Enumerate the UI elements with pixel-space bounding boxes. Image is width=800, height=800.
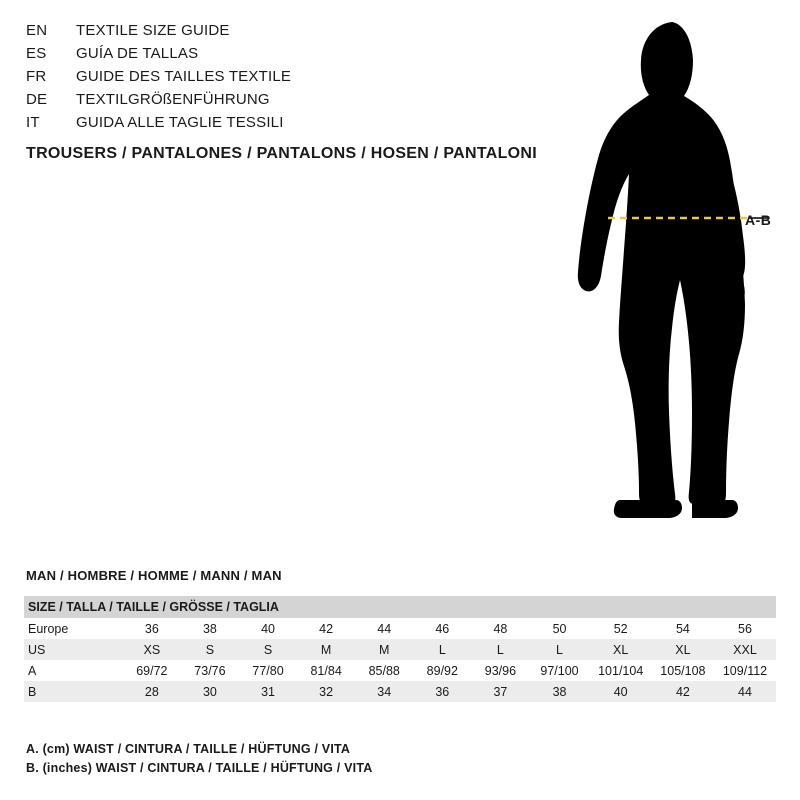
cell-value: XL xyxy=(652,639,714,660)
cell-value: L xyxy=(471,639,529,660)
table-header-label: SIZE / TALLA / TAILLE / GRÖSSE / TAGLIA xyxy=(24,596,776,618)
row-label: US xyxy=(24,639,123,660)
cell-value: 44 xyxy=(355,618,413,639)
cell-value: M xyxy=(355,639,413,660)
cell-value: 89/92 xyxy=(413,660,471,681)
cell-value: L xyxy=(413,639,471,660)
cell-value: 48 xyxy=(471,618,529,639)
figure-illustration xyxy=(520,10,790,530)
language-row xyxy=(26,114,496,137)
table-row xyxy=(24,660,776,681)
cell-value: 38 xyxy=(529,681,589,702)
cell-value: 34 xyxy=(355,681,413,702)
cell-value: S xyxy=(181,639,239,660)
cell-value: 77/80 xyxy=(239,660,297,681)
cell-value: 50 xyxy=(529,618,589,639)
cell-value: M xyxy=(297,639,355,660)
cell-value: 40 xyxy=(590,681,652,702)
cell-value: 36 xyxy=(123,618,181,639)
cell-value: XL xyxy=(590,639,652,660)
language-list xyxy=(26,22,496,137)
cell-value: 28 xyxy=(123,681,181,702)
language-code: EN xyxy=(26,22,48,39)
language-title: TEXTILGRÖßENFÜHRUNG xyxy=(76,91,270,108)
man-silhouette-icon xyxy=(520,10,790,530)
language-title: GUIDA ALLE TAGLIE TESSILI xyxy=(76,114,284,131)
row-label: A xyxy=(24,660,123,681)
cell-value: 42 xyxy=(297,618,355,639)
language-code: IT xyxy=(26,114,40,131)
cell-value: 56 xyxy=(714,618,776,639)
language-title: TEXTILE SIZE GUIDE xyxy=(76,22,230,39)
cell-value: 97/100 xyxy=(529,660,589,681)
cell-value: 40 xyxy=(239,618,297,639)
language-title: GUIDE DES TAILLES TEXTILE xyxy=(76,68,292,85)
cell-value: 46 xyxy=(413,618,471,639)
cell-value: 44 xyxy=(714,681,776,702)
cell-value: 93/96 xyxy=(471,660,529,681)
cell-value: XXL xyxy=(714,639,776,660)
cell-value: 36 xyxy=(413,681,471,702)
cell-value: 109/112 xyxy=(714,660,776,681)
language-code: FR xyxy=(26,68,47,85)
cell-value: 81/84 xyxy=(297,660,355,681)
row-label: Europe xyxy=(24,618,123,639)
language-row xyxy=(26,22,496,45)
cell-value: 42 xyxy=(652,681,714,702)
cell-value: L xyxy=(529,639,589,660)
row-label: B xyxy=(24,681,123,702)
table-row xyxy=(24,639,776,660)
language-code: ES xyxy=(26,45,47,62)
language-row xyxy=(26,91,496,114)
size-table xyxy=(24,596,776,702)
footnotes xyxy=(26,740,372,778)
table-header-row xyxy=(24,596,776,618)
cell-value: 69/72 xyxy=(123,660,181,681)
cell-value: XS xyxy=(123,639,181,660)
measure-label-ab: A-B xyxy=(745,212,772,228)
cell-value: 101/104 xyxy=(590,660,652,681)
cell-value: 73/76 xyxy=(181,660,239,681)
table-title-man: MAN / HOMBRE / HOMME / MANN / MAN xyxy=(26,568,282,583)
footnote-b: B. (inches) WAIST / CINTURA / TAILLE / HÜFTUNG / VITA xyxy=(26,761,373,775)
footnote-a: A. (cm) WAIST / CINTURA / TAILLE / HÜFTUNG / VITA xyxy=(26,742,351,756)
language-title: GUÍA DE TALLAS xyxy=(76,45,199,62)
cell-value: 31 xyxy=(239,681,297,702)
language-row xyxy=(26,45,496,68)
cell-value: 54 xyxy=(652,618,714,639)
cell-value: 37 xyxy=(471,681,529,702)
garment-type-title: TROUSERS / PANTALONES / PANTALONS / HOSEN / PANTALONI xyxy=(26,145,538,162)
table-row xyxy=(24,681,776,702)
cell-value: 38 xyxy=(181,618,239,639)
cell-value: 52 xyxy=(590,618,652,639)
cell-value: 32 xyxy=(297,681,355,702)
table-row xyxy=(24,618,776,639)
cell-value: 30 xyxy=(181,681,239,702)
cell-value: 105/108 xyxy=(652,660,714,681)
language-row xyxy=(26,68,496,91)
cell-value: S xyxy=(239,639,297,660)
cell-value: 85/88 xyxy=(355,660,413,681)
language-code: DE xyxy=(26,91,48,108)
